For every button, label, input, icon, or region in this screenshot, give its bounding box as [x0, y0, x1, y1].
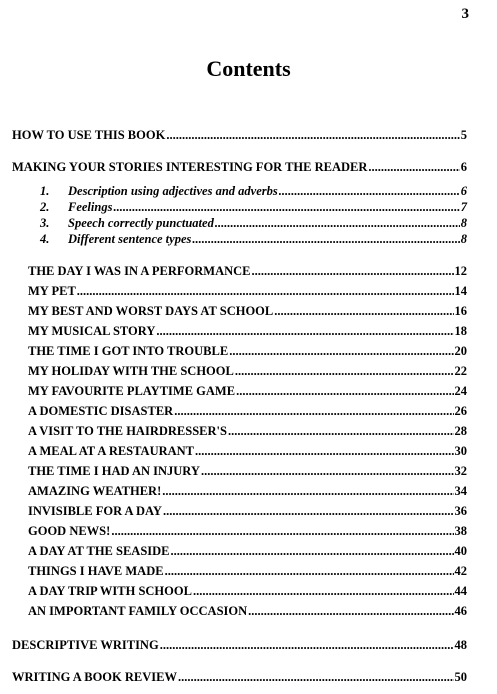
dot-leader	[195, 443, 453, 459]
toc-entry-page: 48	[454, 638, 467, 652]
toc-subentry-page: 6	[460, 184, 467, 198]
toc-subentry-number: 4.	[40, 232, 50, 246]
toc-entry-book-review[interactable]	[12, 669, 467, 685]
toc-entry-page: 20	[454, 344, 467, 358]
toc-story-entry[interactable]	[28, 463, 467, 479]
dot-leader	[248, 603, 453, 619]
page-title: Contents	[206, 56, 291, 81]
toc-story-entry[interactable]	[28, 343, 467, 359]
toc-story-entry[interactable]	[28, 283, 467, 299]
toc-entry-label: THINGS I HAVE MADE	[28, 564, 164, 578]
toc-story-entry[interactable]	[28, 583, 467, 599]
toc-story-entry[interactable]	[28, 483, 467, 499]
toc-entry-label: MY BEST AND WORST DAYS AT SCHOOL	[28, 304, 274, 318]
dot-leader	[236, 383, 453, 399]
dot-leader	[201, 463, 454, 479]
toc-entry-label: THE TIME I GOT INTO TROUBLE	[28, 344, 229, 358]
toc-entry-making-stories[interactable]	[12, 159, 467, 175]
toc-subentry-label	[40, 199, 112, 215]
dot-leader	[228, 423, 454, 439]
page-number: 3	[461, 6, 469, 22]
toc-story-entry[interactable]	[28, 363, 467, 379]
toc-subentry-text: Different sentence types	[68, 232, 192, 246]
toc-entry-label: INVISIBLE FOR A DAY	[28, 504, 162, 518]
toc-subentry-page: 8	[460, 216, 467, 230]
toc-story-entry[interactable]	[28, 423, 467, 439]
toc-subentry[interactable]	[40, 215, 467, 231]
toc-subentry-text: Feelings	[68, 200, 113, 214]
toc-story-entry[interactable]	[28, 303, 467, 319]
toc-entry-page: 50	[454, 670, 467, 684]
toc-entry-page: 5	[460, 128, 467, 142]
dot-leader	[279, 183, 460, 199]
dot-leader	[215, 215, 460, 231]
toc-entry-page: 38	[454, 524, 467, 538]
toc-entry-label: AN IMPORTANT FAMILY OCCASION	[28, 604, 248, 618]
toc-subentry-page: 8	[460, 232, 467, 246]
toc-subentry[interactable]	[40, 231, 467, 247]
toc-story-entry[interactable]	[28, 263, 467, 279]
toc-story-entry[interactable]	[28, 383, 467, 399]
dot-leader	[166, 127, 459, 143]
toc-entry-label: A DOMESTIC DISASTER	[28, 404, 174, 418]
dot-leader	[229, 343, 453, 359]
toc-story-entry[interactable]	[28, 603, 467, 619]
toc-entry-label: MAKING YOUR STORIES INTERESTING FOR THE READER	[12, 160, 368, 174]
toc-entry-label: A VISIT TO THE HAIRDRESSER'S	[28, 424, 227, 438]
toc-entry-label: THE DAY I WAS IN A PERFORMANCE	[28, 264, 251, 278]
toc-entry-page: 40	[454, 544, 467, 558]
dot-leader	[368, 159, 459, 175]
toc-entry-label: A DAY TRIP WITH SCHOOL	[28, 584, 192, 598]
toc-entry-label: MY FAVOURITE PLAYTIME GAME	[28, 384, 236, 398]
toc-entry-page: 42	[454, 564, 467, 578]
toc-entry-label: MY HOLIDAY WITH THE SCHOOL	[28, 364, 234, 378]
toc-entry-label: A DAY AT THE SEASIDE	[28, 544, 170, 558]
dot-leader	[160, 637, 454, 653]
dot-leader	[252, 263, 454, 279]
toc-entry-page: 12	[454, 264, 467, 278]
dot-leader	[274, 303, 453, 319]
toc-entry-page: 18	[454, 324, 467, 338]
toc-entry-page: 34	[454, 484, 467, 498]
toc-subentry-text: Description using adjectives and adverbs	[68, 184, 278, 198]
toc-entry-page: 44	[454, 584, 467, 598]
dot-leader	[77, 283, 454, 299]
dot-leader	[235, 363, 454, 379]
toc-entry-label: HOW TO USE THIS BOOK	[12, 128, 166, 142]
toc-entry-descriptive-writing[interactable]	[12, 637, 467, 653]
toc-entry-page: 46	[454, 604, 467, 618]
toc-subentry-number: 1.	[40, 184, 50, 198]
dot-leader	[113, 199, 459, 215]
dot-leader	[192, 231, 459, 247]
dot-leader	[165, 563, 454, 579]
toc-entry-page: 14	[454, 284, 467, 298]
toc-entry-page: 6	[460, 160, 467, 174]
dot-leader	[111, 523, 453, 539]
dot-leader	[174, 403, 453, 419]
toc-story-entry[interactable]	[28, 523, 467, 539]
toc-entry-label: A MEAL AT A RESTAURANT	[28, 444, 195, 458]
toc-story-entry[interactable]	[28, 443, 467, 459]
toc-subentry-number: 3.	[40, 216, 50, 230]
toc-entry-page: 26	[454, 404, 467, 418]
toc-entry-page: 36	[454, 504, 467, 518]
dot-leader	[193, 583, 454, 599]
toc-subentry[interactable]	[40, 183, 467, 199]
toc-entry-page: 24	[454, 384, 467, 398]
toc-entry-page: 30	[454, 444, 467, 458]
toc-story-entry[interactable]	[28, 403, 467, 419]
toc-entry-label: GOOD NEWS!	[28, 524, 111, 538]
toc-story-entry[interactable]	[28, 323, 467, 339]
toc-entry-label: THE TIME I HAD AN INJURY	[28, 464, 200, 478]
toc-entry-page: 28	[454, 424, 467, 438]
toc-entry-label: MY PET	[28, 284, 76, 298]
dot-leader	[162, 483, 453, 499]
toc-entry-page: 22	[454, 364, 467, 378]
toc-entry-page: 32	[454, 464, 467, 478]
toc-story-entry[interactable]	[28, 543, 467, 559]
toc-subentry-label	[40, 215, 214, 231]
dot-leader	[156, 323, 453, 339]
toc-entry-label: AMAZING WEATHER!	[28, 484, 162, 498]
toc-entry-label: DESCRIPTIVE WRITING	[12, 638, 159, 652]
toc-entry-label: MY MUSICAL STORY	[28, 324, 156, 338]
toc-story-entry[interactable]	[28, 503, 467, 519]
toc-subentry[interactable]	[40, 199, 467, 215]
toc-entry-label: WRITING A BOOK REVIEW	[12, 670, 177, 684]
toc-entry-page: 16	[454, 304, 467, 318]
toc-subentry-number: 2.	[40, 200, 50, 214]
toc-subentry-page: 7	[460, 200, 467, 214]
dot-leader	[163, 503, 454, 519]
toc-story-entry[interactable]	[28, 563, 467, 579]
toc-entry-how-to-use[interactable]	[12, 127, 467, 143]
toc-subentry-text: Speech correctly punctuated	[68, 216, 214, 230]
dot-leader	[178, 669, 454, 685]
toc-subentry-label	[40, 183, 278, 199]
dot-leader	[171, 543, 454, 559]
toc-subentry-label	[40, 231, 191, 247]
